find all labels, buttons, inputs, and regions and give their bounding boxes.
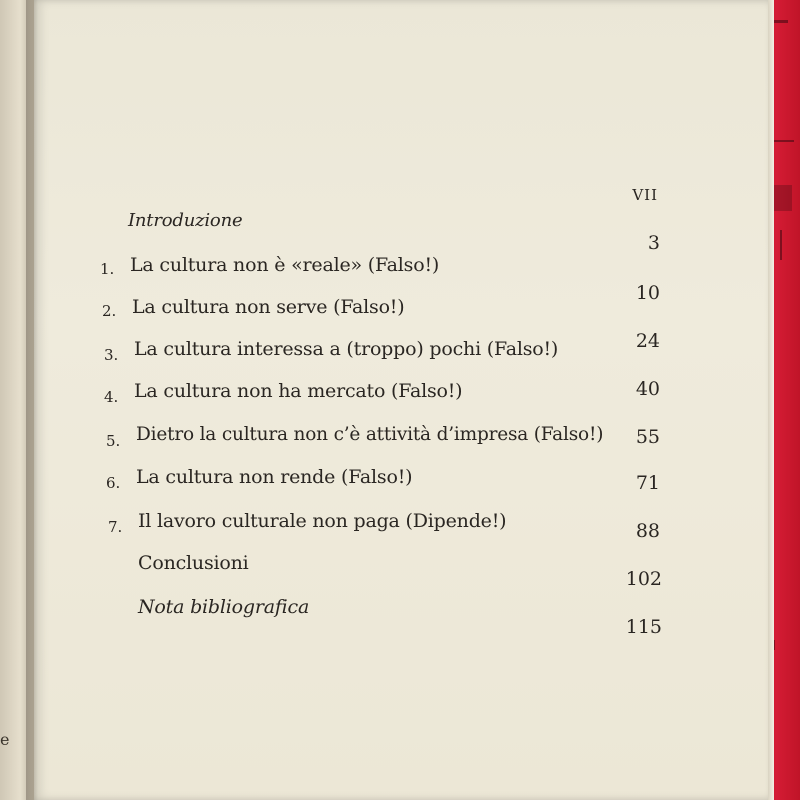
toc-page-ch2: 10: [635, 282, 660, 304]
toc-page-intro: VII: [632, 186, 658, 204]
toc-page-ch1: 3: [647, 232, 660, 254]
toc-page-ch3: 24: [635, 330, 660, 352]
toc-number-ch5: 5.: [106, 432, 121, 450]
toc-page-ch5: 55: [635, 426, 660, 448]
toc-entry-ch2: La cultura non serve (Falso!): [132, 296, 405, 318]
toc-entry-ch6: La cultura non rende (Falso!): [136, 466, 413, 488]
toc-entry-ch4: La cultura non ha mercato (Falso!): [134, 380, 463, 402]
toc-number-ch7: 7.: [108, 518, 123, 536]
toc-page-conclusions: 102: [625, 568, 662, 590]
toc-page-ch7: 88: [635, 520, 660, 542]
toc-entry-ch7: Il lavoro culturale non paga (Dipende!): [138, 510, 507, 532]
toc-entry-intro: Introduzione: [128, 210, 243, 231]
toc-number-ch4: 4.: [104, 388, 119, 406]
toc-page-ch6: 71: [635, 472, 660, 494]
toc-entry-ch5: Dietro la cultura non c’è attività d’impresa (Falso!): [136, 424, 604, 445]
toc-entry-ch1: La cultura non è «reale» (Falso!): [130, 254, 440, 276]
toc-page-ch4: 40: [635, 378, 660, 400]
toc-number-ch2: 2.: [102, 302, 117, 320]
toc-entry-bibliography: Nota bibliografica: [138, 596, 310, 618]
toc-number-ch6: 6.: [106, 474, 121, 492]
toc-entry-conclusions: Conclusioni: [138, 552, 249, 574]
toc-entry-ch3: La cultura interessa a (troppo) pochi (Falso!): [134, 338, 559, 360]
toc-number-ch3: 3.: [104, 346, 119, 364]
toc-number-ch1: 1.: [100, 260, 115, 278]
facing-page-glyph: e: [0, 730, 10, 749]
toc-page-bibliography: 115: [625, 616, 662, 638]
